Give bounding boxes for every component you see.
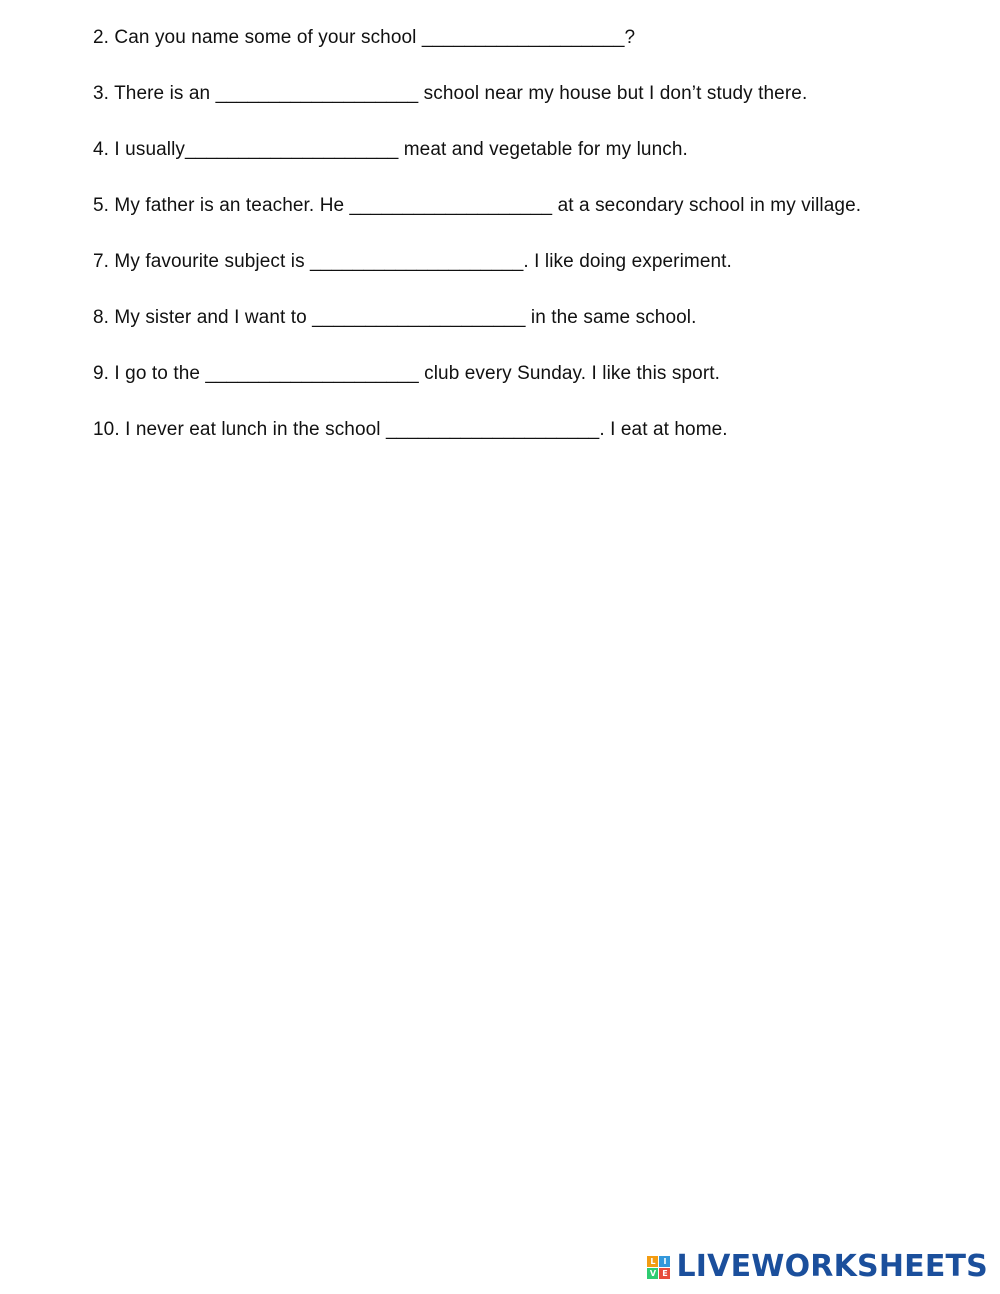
- worksheet-content: [93, 24, 973, 472]
- question-7: 7. My favourite subject is ____________________. I like doing experiment.: [93, 251, 732, 272]
- brand-name: LIVEWORKSHEETS: [676, 1249, 988, 1284]
- logo-tile-i: I: [659, 1256, 670, 1267]
- logo-tile-e: E: [659, 1268, 670, 1279]
- logo-tile-v: V: [647, 1268, 658, 1279]
- question-10: 10. I never eat lunch in the school ____________________. I eat at home.: [93, 419, 728, 440]
- question-8: 8. My sister and I want to ____________________ in the same school.: [93, 307, 697, 328]
- liveworksheets-logo-icon: [647, 1256, 670, 1279]
- logo-tile-l: L: [647, 1256, 658, 1267]
- question-3: 3. There is an ___________________ school near my house but I don’t study there.: [93, 83, 808, 104]
- question-9: 9. I go to the ____________________ club every Sunday. I like this sport.: [93, 363, 720, 384]
- liveworksheets-brand: [647, 1249, 988, 1284]
- question-4: 4. I usually____________________ meat and vegetable for my lunch.: [93, 139, 688, 160]
- question-5: 5. My father is an teacher. He ___________________ at a secondary school in my village.: [93, 195, 862, 216]
- question-2: 2. Can you name some of your school ___________________?: [93, 27, 636, 48]
